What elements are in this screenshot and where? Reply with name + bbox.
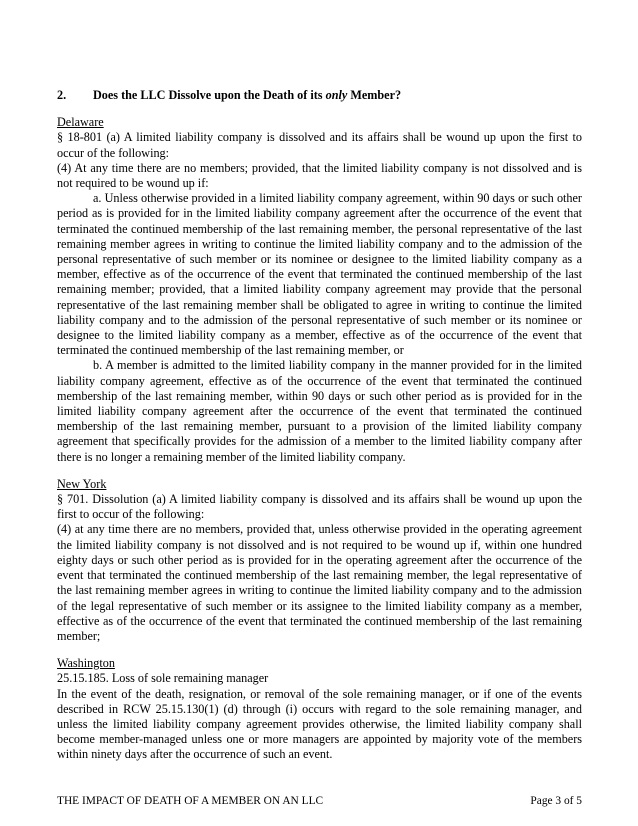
section-washington <box>57 656 582 762</box>
page-number: Page 3 of 5 <box>530 795 582 807</box>
delaware-statute-intro: § 18-801 (a) A limited liability company is dissolved and its affairs shall be wound up upon the first to occur of the following: <box>57 130 582 160</box>
state-heading-new-york: New York <box>57 476 107 491</box>
state-heading-delaware: Delaware <box>57 115 104 130</box>
heading-emphasis: only <box>325 88 348 102</box>
section-delaware <box>57 115 582 465</box>
delaware-clause-b: b. A member is admitted to the limited liability company in the manner provided for in the limited liability company agreement, effective as of the occurrence of the event that terminated the continued membership of the last remaining member, within 90 days or such other period as is provided for in the limited liability company agreement after the occurrence of the event that terminated the continued membership of the last remaining member, pursuant to a provision of the limited liability company agreement that specifically provides for the admission of a member to the limited liability company after there is no longer a remaining member of the limited liability company. <box>57 358 582 464</box>
delaware-clause-4: (4) At any time there are no members; provided, that the limited liability company is not dissolved and is not required to be wound up if: <box>57 160 582 191</box>
delaware-clause-a: a. Unless otherwise provided in a limited liability company agreement, within 90 days or such other period as is provided for in the limited liability company agreement after the occurrence of the event that terminated the continued membership of the last remaining member, the personal representative of the last remaining member agrees in writing to continue the limited liability company and to the admission of the personal representative of such member or its nominee or designee to the limited liability company as a member, effective as of the occurrence of the event that terminated the continued membership of the last remaining member; provided, that a limited liability company agreement may provide that the personal representative of the last remaining member shall be obligated to agree in writing to continue the limited liability company and to the admission of the personal representative of such member or its nominee or designee to the limited liability company as a member, effective as of the occurrence of the event that terminated the continued membership of the last remaining member, or <box>57 191 582 358</box>
document-body <box>57 88 582 775</box>
footer-title: THE IMPACT OF DEATH OF A MEMBER ON AN LLC <box>57 795 324 807</box>
heading-number: 2. <box>57 88 67 102</box>
state-heading-washington: Washington <box>57 656 115 671</box>
washington-statute-title: 25.15.185. Loss of sole remaining manager <box>57 671 269 686</box>
new-york-clause-4: (4) at any time there are no members, provided that, unless otherwise provided in the operating agreement the limited liability company is not dissolved and is not required to be wound up if, within one hundred eighty days or such other period as is provided for in the operating agreement after the occurrence of the event that terminated the continued membership of the last remaining member, the legal representative of the last remaining member agrees in writing to continue the limited liability company and to the admission of the legal representative of such member or its assignee to the limited liability company as a member, effective as of the occurrence of the event that terminated the continued membership of the last remaining member; <box>57 522 582 643</box>
new-york-statute-intro: § 701. Dissolution (a) A limited liability company is dissolved and its affairs shall be wound up upon the first to occur of the following: <box>57 492 582 522</box>
heading-text: Does the LLC Dissolve upon the Death of its only Member? <box>93 88 402 102</box>
washington-statute-text: In the event of the death, resignation, or removal of the sole remaining manager, or if one of the events described in RCW 25.15.130(1) (d) through (i) occurs with regard to the sole remaining manager, and unless the limited liability company agreement provides otherwise, the limited liability company shall become member-managed unless one or more managers are appointed by majority vote of the members within ninety days after the occurrence of such an event. <box>57 686 582 762</box>
section-heading <box>57 88 582 103</box>
page-footer <box>57 794 582 808</box>
section-new-york <box>57 477 582 644</box>
